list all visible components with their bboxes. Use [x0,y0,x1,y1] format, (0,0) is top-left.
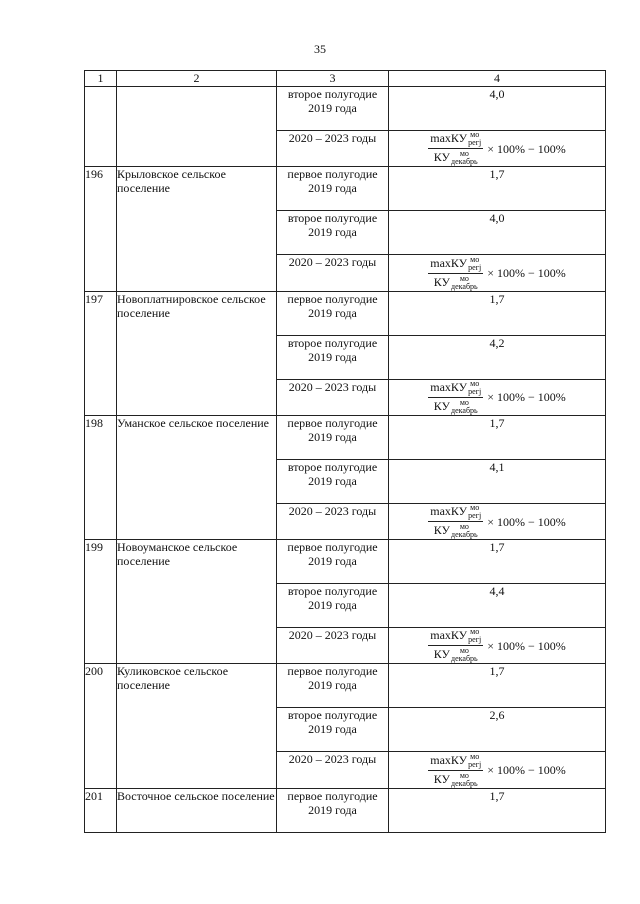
formula-den-sup: мо [459,397,469,407]
row-number: 198 [85,415,117,539]
period-cell: 2020 – 2023 годы [277,628,389,664]
period-cell: второе полугодие 2019 года [277,211,389,255]
formula [428,256,566,291]
header-cell-1: 1 [85,71,117,87]
settlement-name: Уманское сельское поселение [117,415,277,539]
formula [428,380,566,415]
formula-num-base: maxКУ [430,131,468,145]
formula-den-sup: мо [459,770,469,780]
period-cell: второе полугодие 2019 года [277,708,389,752]
row-number: 199 [85,540,117,664]
value-cell: 1,7 [389,167,606,211]
row-number: 196 [85,167,117,291]
value-cell: 1,7 [389,788,606,832]
formula-num-indices [468,256,481,272]
formula-fraction [428,753,483,788]
value-cell: 4,2 [389,335,606,379]
period-cell: второе полугодие 2019 года [277,459,389,503]
period-cell: первое полугодие 2019 года [277,664,389,708]
row-number [85,87,117,167]
formula-tail: × 100% − 100% [487,266,566,280]
value-cell: 2,6 [389,708,606,752]
formula-num-sup: мо [470,751,480,761]
formula-num-sub: регj [468,138,482,148]
formula-num-sup: мо [470,254,480,264]
formula-numerator [428,753,483,771]
formula-numerator [428,380,483,398]
formula-num-indices [468,628,481,644]
header-cell-4: 4 [389,71,606,87]
formula-den-indices [451,399,478,415]
settlement-name: Новоплатнировское сельское поселение [117,291,277,415]
formula-denominator [432,149,480,166]
formula-num-sub: регj [468,759,482,769]
formula-den-indices [451,523,478,539]
formula-den-sub: декабрь [451,530,478,539]
value-cell: 1,7 [389,664,606,708]
value-cell: 1,7 [389,540,606,584]
formula-num-indices [468,131,481,147]
period-cell: 2020 – 2023 годы [277,255,389,291]
formula-tail: × 100% − 100% [487,390,566,405]
period-cell: 2020 – 2023 годы [277,131,389,167]
settlement-name: Восточное сельское поселение [117,788,277,832]
formula-cell [389,255,606,291]
row-number: 197 [85,291,117,415]
value-cell: 4,0 [389,87,606,131]
table-body [85,71,606,833]
settlement-name: Новоуманское сельское поселение [117,540,277,664]
formula-den-base: КУ [433,274,451,289]
formula-den-base: КУ [433,771,451,786]
table-row [85,540,606,584]
formula [428,628,566,663]
period-cell: первое полугодие 2019 года [277,788,389,832]
page-number: 35 [314,42,326,56]
header-cell-2: 2 [117,71,277,87]
formula-fraction [428,380,483,415]
formula-num-sup: мо [470,627,480,637]
period-cell: первое полугодие 2019 года [277,415,389,459]
formula-den-indices [451,772,478,788]
row-number: 200 [85,664,117,788]
formula-num-base: maxКУ [430,628,468,642]
period-cell: второе полугодие 2019 года [277,87,389,131]
value-cell: 4,0 [389,211,606,255]
formula-num-indices [468,504,481,520]
formula-denominator [432,522,480,539]
formula-den-sup: мо [459,273,469,283]
period-cell: первое полугодие 2019 года [277,540,389,584]
formula [428,131,566,166]
period-cell: 2020 – 2023 годы [277,503,389,539]
formula-numerator [428,131,483,149]
period-cell: 2020 – 2023 годы [277,379,389,415]
formula-cell [389,503,606,539]
formula-num-sup: мо [470,378,480,388]
formula-cell [389,131,606,167]
formula-fraction [428,504,483,539]
formula-num-sub: регj [468,386,482,396]
formula-tail: × 100% − 100% [487,141,566,156]
formula-num-base: maxКУ [430,379,468,394]
formula-num-indices [468,753,481,769]
value-cell: 1,7 [389,415,606,459]
formula-den-sup: мо [459,646,469,656]
table-row [85,291,606,335]
formula-tail: × 100% − 100% [487,514,566,529]
formula-cell [389,752,606,788]
formula-cell [389,379,606,415]
header-row [85,71,606,87]
formula-num-base: maxКУ [430,752,468,767]
table-row [85,788,606,832]
formula-denominator [432,398,480,415]
formula-denominator [432,771,480,788]
period-cell: второе полугодие 2019 года [277,335,389,379]
formula-num-sub: регj [468,635,482,645]
formula-numerator [428,256,483,274]
formula-cell [389,628,606,664]
formula-numerator [428,504,483,522]
table-row [85,415,606,459]
table-row [85,664,606,708]
formula-den-sub: декабрь [451,281,478,291]
period-cell: первое полугодие 2019 года [277,291,389,335]
formula-den-sub: декабрь [451,778,478,788]
period-cell: 2020 – 2023 годы [277,752,389,788]
formula-num-base: maxКУ [430,255,468,270]
header-cell-3: 3 [277,71,389,87]
formula-den-base: КУ [433,150,451,164]
formula-den-sub: декабрь [451,654,478,664]
table-row [85,167,606,211]
formula-fraction [428,131,483,166]
formula-denominator [432,646,480,663]
period-cell: первое полугодие 2019 года [277,167,389,211]
formula-den-base: КУ [433,522,451,537]
formula-den-base: КУ [433,398,451,413]
value-cell: 4,4 [389,584,606,628]
formula-tail: × 100% − 100% [487,638,566,653]
period-cell: второе полугодие 2019 года [277,584,389,628]
formula [428,753,566,788]
formula-tail: × 100% − 100% [487,763,566,777]
formula-num-indices [468,380,481,396]
row-number: 201 [85,788,117,832]
table-row [85,87,606,131]
formula-fraction [428,256,483,291]
formula-den-indices [451,150,478,166]
formula-num-sub: регj [468,262,482,272]
formula-num-sub: регj [468,511,482,520]
formula-den-sup: мо [459,149,469,159]
tariff-table [84,70,606,833]
formula-den-base: КУ [433,647,451,661]
settlement-name: Куликовское сельское поселение [117,664,277,788]
formula-numerator [428,628,483,646]
formula-den-sub: декабрь [451,405,478,415]
settlement-name: Крыловское сельское поселение [117,167,277,291]
settlement-name [117,87,277,167]
value-cell: 1,7 [389,291,606,335]
formula-num-sup: мо [470,130,480,140]
formula-den-sup: мо [459,522,469,531]
formula-denominator [432,274,480,291]
formula-num-base: maxКУ [430,503,468,518]
value-cell: 4,1 [389,459,606,503]
formula-num-sup: мо [470,503,480,512]
formula-den-sub: декабрь [451,157,478,167]
formula [428,504,566,539]
formula-den-indices [451,275,478,291]
formula-den-indices [451,647,478,663]
formula-fraction [428,628,483,663]
